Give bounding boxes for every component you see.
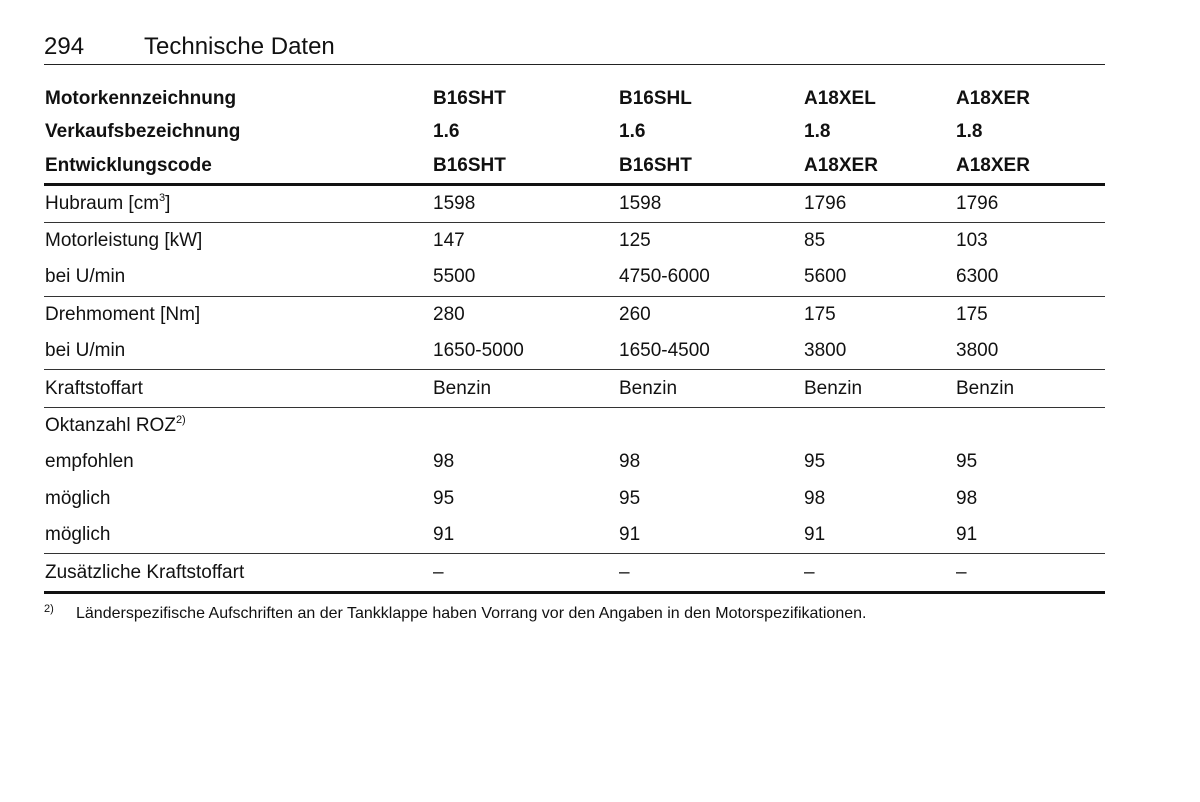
table-row bbox=[44, 333, 1105, 370]
cell-value: 98 bbox=[619, 451, 641, 473]
cell-value: 5500 bbox=[432, 259, 618, 296]
cell-value: 3800 bbox=[803, 333, 955, 370]
cell-value: 95 bbox=[433, 487, 455, 509]
cell-value: 6300 bbox=[955, 259, 1105, 296]
row-label: Oktanzahl ROZ$^{2)}$ bbox=[45, 414, 186, 437]
cell-value: – bbox=[955, 554, 1105, 592]
header-value: B16SHT bbox=[432, 149, 618, 184]
table-row bbox=[44, 444, 1105, 480]
cell-value: 98 bbox=[433, 451, 455, 473]
table-row bbox=[44, 481, 1105, 517]
table-row bbox=[44, 517, 1105, 554]
header-label: Entwicklungscode bbox=[44, 149, 432, 184]
cell-value: 1650-4500 bbox=[618, 333, 803, 370]
cell-value: 91 bbox=[432, 517, 618, 554]
header-row-engine-code bbox=[44, 82, 1105, 116]
row-label: möglich bbox=[44, 517, 432, 554]
cell-value: 1598 bbox=[432, 184, 618, 222]
cell-value: – bbox=[618, 554, 803, 592]
header-value: 1.6 bbox=[619, 121, 646, 143]
cell-value: 95 bbox=[619, 487, 641, 509]
cell-value: 1598 bbox=[618, 184, 803, 222]
table-row bbox=[44, 259, 1105, 296]
row-label: Drehmoment [Nm] bbox=[45, 303, 201, 325]
cell-value bbox=[432, 407, 618, 444]
cell-value: Benzin bbox=[618, 370, 803, 407]
cell-value: 1796 bbox=[803, 184, 955, 222]
cell-value: 91 bbox=[618, 517, 803, 554]
header-label: Motorkennzeichnung bbox=[45, 87, 237, 109]
cell-value: – bbox=[432, 554, 618, 592]
cell-value: 280 bbox=[433, 303, 465, 325]
cell-value: 95 bbox=[956, 451, 978, 473]
cell-value: 3800 bbox=[955, 333, 1105, 370]
table-row bbox=[44, 554, 1105, 592]
table-row bbox=[44, 296, 1105, 333]
row-label: Zusätzliche Kraftstoffart bbox=[44, 554, 432, 592]
row-label: möglich bbox=[45, 487, 111, 509]
cell-value: Benzin bbox=[955, 370, 1105, 407]
header-value: A18XER bbox=[803, 149, 955, 184]
column-header: A18XEL bbox=[804, 87, 876, 109]
page-header bbox=[44, 33, 1105, 65]
cell-value: – bbox=[803, 554, 955, 592]
header-value: B16SHT bbox=[618, 149, 803, 184]
row-label: Kraftstoffart bbox=[44, 370, 432, 407]
row-label: bei U/min bbox=[44, 333, 432, 370]
cell-value: 85 bbox=[804, 230, 826, 252]
header-value: A18XER bbox=[955, 149, 1105, 184]
header-label: Verkaufsbezeichnung bbox=[45, 121, 241, 143]
engine-spec-table bbox=[44, 82, 1105, 594]
cell-value bbox=[955, 407, 1105, 444]
header-row-development-code bbox=[44, 149, 1105, 184]
row-label: empfohlen bbox=[45, 451, 134, 473]
table-row bbox=[44, 370, 1105, 407]
column-header: B16SHT bbox=[433, 87, 506, 109]
page-number: 294 bbox=[44, 33, 85, 60]
cell-value: 91 bbox=[803, 517, 955, 554]
cell-value: 98 bbox=[804, 487, 826, 509]
cell-value: 95 bbox=[804, 451, 826, 473]
footnote-text: Länderspezifische Aufschriften an der Tankklappe haben Vorrang vor den Angaben in den Motorspezifikationen. bbox=[76, 605, 867, 622]
cell-value: 147 bbox=[433, 230, 465, 252]
cell-value: 4750-6000 bbox=[618, 259, 803, 296]
header-value: 1.8 bbox=[956, 121, 983, 143]
cell-value: 103 bbox=[956, 230, 988, 252]
cell-value: 5600 bbox=[803, 259, 955, 296]
footnote-marker: 2) bbox=[44, 603, 54, 615]
table-row bbox=[44, 222, 1105, 259]
row-label: Motorleistung [kW] bbox=[45, 230, 203, 252]
cell-value bbox=[803, 407, 955, 444]
table-row bbox=[44, 407, 1105, 444]
footnote bbox=[44, 604, 866, 624]
row-label: Hubraum $[cm^3]$ bbox=[44, 184, 432, 222]
header-row-sales-designation bbox=[44, 116, 1105, 150]
table-row bbox=[44, 184, 1105, 222]
cell-value: 91 bbox=[955, 517, 1105, 554]
header-value: 1.8 bbox=[804, 121, 831, 143]
cell-value: 1796 bbox=[955, 184, 1105, 222]
cell-value: 98 bbox=[956, 487, 978, 509]
column-header: A18XER bbox=[956, 87, 1030, 109]
page-title: Technische Daten bbox=[144, 33, 335, 60]
cell-value: 175 bbox=[956, 303, 988, 325]
cell-value: 1650-5000 bbox=[432, 333, 618, 370]
column-header: B16SHL bbox=[619, 87, 692, 109]
row-label: bei U/min bbox=[44, 259, 432, 296]
cell-value: Benzin bbox=[432, 370, 618, 407]
cell-value: 260 bbox=[619, 303, 651, 325]
cell-value: 125 bbox=[619, 230, 651, 252]
cell-value bbox=[618, 407, 803, 444]
cell-value: 175 bbox=[804, 303, 836, 325]
cell-value: Benzin bbox=[803, 370, 955, 407]
header-value: 1.6 bbox=[433, 121, 460, 143]
